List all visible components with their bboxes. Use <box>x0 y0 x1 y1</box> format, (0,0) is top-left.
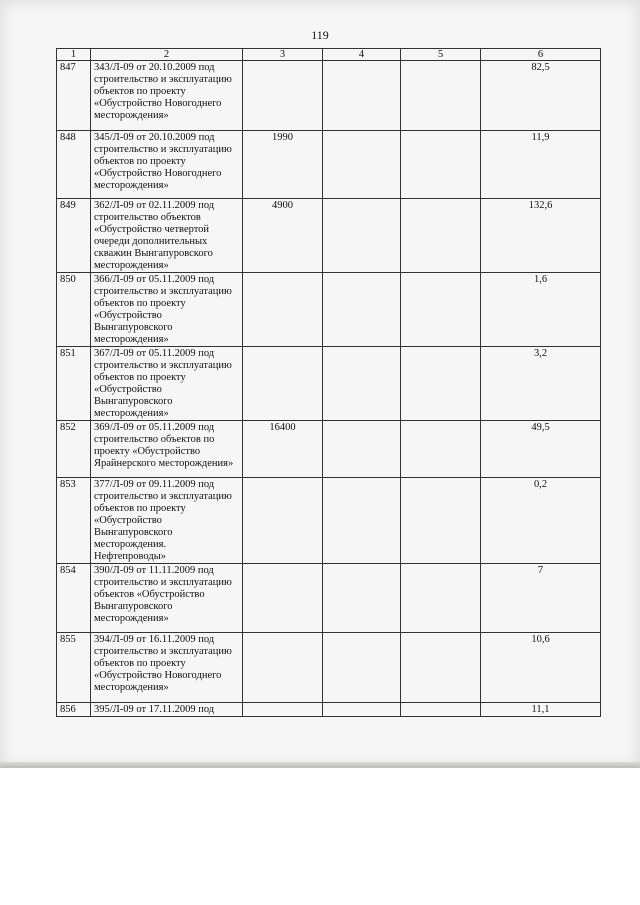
cell-col5 <box>401 703 481 717</box>
cell-col4 <box>323 421 401 478</box>
page-edge <box>0 762 640 768</box>
cell-col4 <box>323 61 401 131</box>
cell-col5 <box>401 273 481 347</box>
cell-col6: 3,2 <box>481 347 601 421</box>
cell-col6: 49,5 <box>481 421 601 478</box>
cell-col4 <box>323 478 401 564</box>
header-row <box>57 49 601 61</box>
page-number: 119 <box>311 28 329 42</box>
table-row <box>57 478 601 564</box>
row-number: 849 <box>57 199 91 273</box>
cell-col4 <box>323 633 401 703</box>
cell-col6: 1,6 <box>481 273 601 347</box>
cell-col3 <box>243 61 323 131</box>
column-header: 2 <box>91 49 243 61</box>
land-lease-table <box>56 48 601 717</box>
lease-description: 362/Л-09 от 02.11.2009 под строительство объектов «Обустройство четвертой очереди дополнительных скважин Вынгапуровского месторождения» <box>91 199 243 273</box>
lease-description: 394/Л-09 от 16.11.2009 под строительство и эксплуатацию объектов по проекту «Обустройство Новогоднего месторождения» <box>91 633 243 703</box>
cell-col3 <box>243 273 323 347</box>
table-row <box>57 131 601 199</box>
cell-col3: 1990 <box>243 131 323 199</box>
lease-description: 395/Л-09 от 17.11.2009 под <box>91 703 243 717</box>
column-header: 5 <box>401 49 481 61</box>
cell-col4 <box>323 131 401 199</box>
lease-description: 369/Л-09 от 05.11.2009 под строительство объектов по проекту «Обустройство Ярайнерского месторождения» <box>91 421 243 478</box>
row-number: 856 <box>57 703 91 717</box>
table-row <box>57 421 601 478</box>
cell-col6: 11,1 <box>481 703 601 717</box>
cell-col4 <box>323 703 401 717</box>
column-header: 1 <box>57 49 91 61</box>
cell-col5 <box>401 61 481 131</box>
cell-col5 <box>401 478 481 564</box>
cell-col6: 82,5 <box>481 61 601 131</box>
column-header: 6 <box>481 49 601 61</box>
lease-description: 366/Л-09 от 05.11.2009 под строительство и эксплуатацию объектов по проекту «Обустройство Вынгапуровского месторождения» <box>91 273 243 347</box>
table-row <box>57 273 601 347</box>
cell-col3: 16400 <box>243 421 323 478</box>
cell-col4 <box>323 347 401 421</box>
table-row <box>57 564 601 633</box>
table-row <box>57 199 601 273</box>
table-row <box>57 347 601 421</box>
column-header: 4 <box>323 49 401 61</box>
lease-description: 390/Л-09 от 11.11.2009 под строительство и эксплуатацию объектов «Обустройство Вынгапуровского месторождения» <box>91 564 243 633</box>
table-row <box>57 633 601 703</box>
table-row <box>57 703 601 717</box>
cell-col6: 10,6 <box>481 633 601 703</box>
cell-col5 <box>401 199 481 273</box>
row-number: 854 <box>57 564 91 633</box>
cell-col4 <box>323 199 401 273</box>
cell-col5 <box>401 131 481 199</box>
cell-col5 <box>401 347 481 421</box>
table-row <box>57 61 601 131</box>
cell-col5 <box>401 633 481 703</box>
lease-description: 377/Л-09 от 09.11.2009 под строительство и эксплуатацию объектов по проекту «Обустройство Вынгапуровского месторождения. Нефтепроводы» <box>91 478 243 564</box>
cell-col3: 4900 <box>243 199 323 273</box>
cell-col6: 7 <box>481 564 601 633</box>
cell-col3 <box>243 347 323 421</box>
row-number: 853 <box>57 478 91 564</box>
row-number: 850 <box>57 273 91 347</box>
cell-col6: 132,6 <box>481 199 601 273</box>
row-number: 848 <box>57 131 91 199</box>
row-number: 855 <box>57 633 91 703</box>
row-number: 847 <box>57 61 91 131</box>
lease-description: 343/Л-09 от 20.10.2009 под строительство и эксплуатацию объектов по проекту «Обустройство Новогоднего месторождения» <box>91 61 243 131</box>
cell-col6: 11,9 <box>481 131 601 199</box>
row-number: 851 <box>57 347 91 421</box>
cell-col3 <box>243 703 323 717</box>
cell-col6: 0,2 <box>481 478 601 564</box>
cell-col3 <box>243 633 323 703</box>
column-header: 3 <box>243 49 323 61</box>
lease-description: 367/Л-09 от 05.11.2009 под строительство и эксплуатацию объектов по проекту «Обустройство Вынгапуровского месторождения» <box>91 347 243 421</box>
cell-col3 <box>243 564 323 633</box>
cell-col5 <box>401 421 481 478</box>
row-number: 852 <box>57 421 91 478</box>
lease-description: 345/Л-09 от 20.10.2009 под строительство и эксплуатацию объектов по проекту «Обустройство Новогоднего месторождения» <box>91 131 243 199</box>
cell-col3 <box>243 478 323 564</box>
cell-col5 <box>401 564 481 633</box>
cell-col4 <box>323 273 401 347</box>
cell-col4 <box>323 564 401 633</box>
